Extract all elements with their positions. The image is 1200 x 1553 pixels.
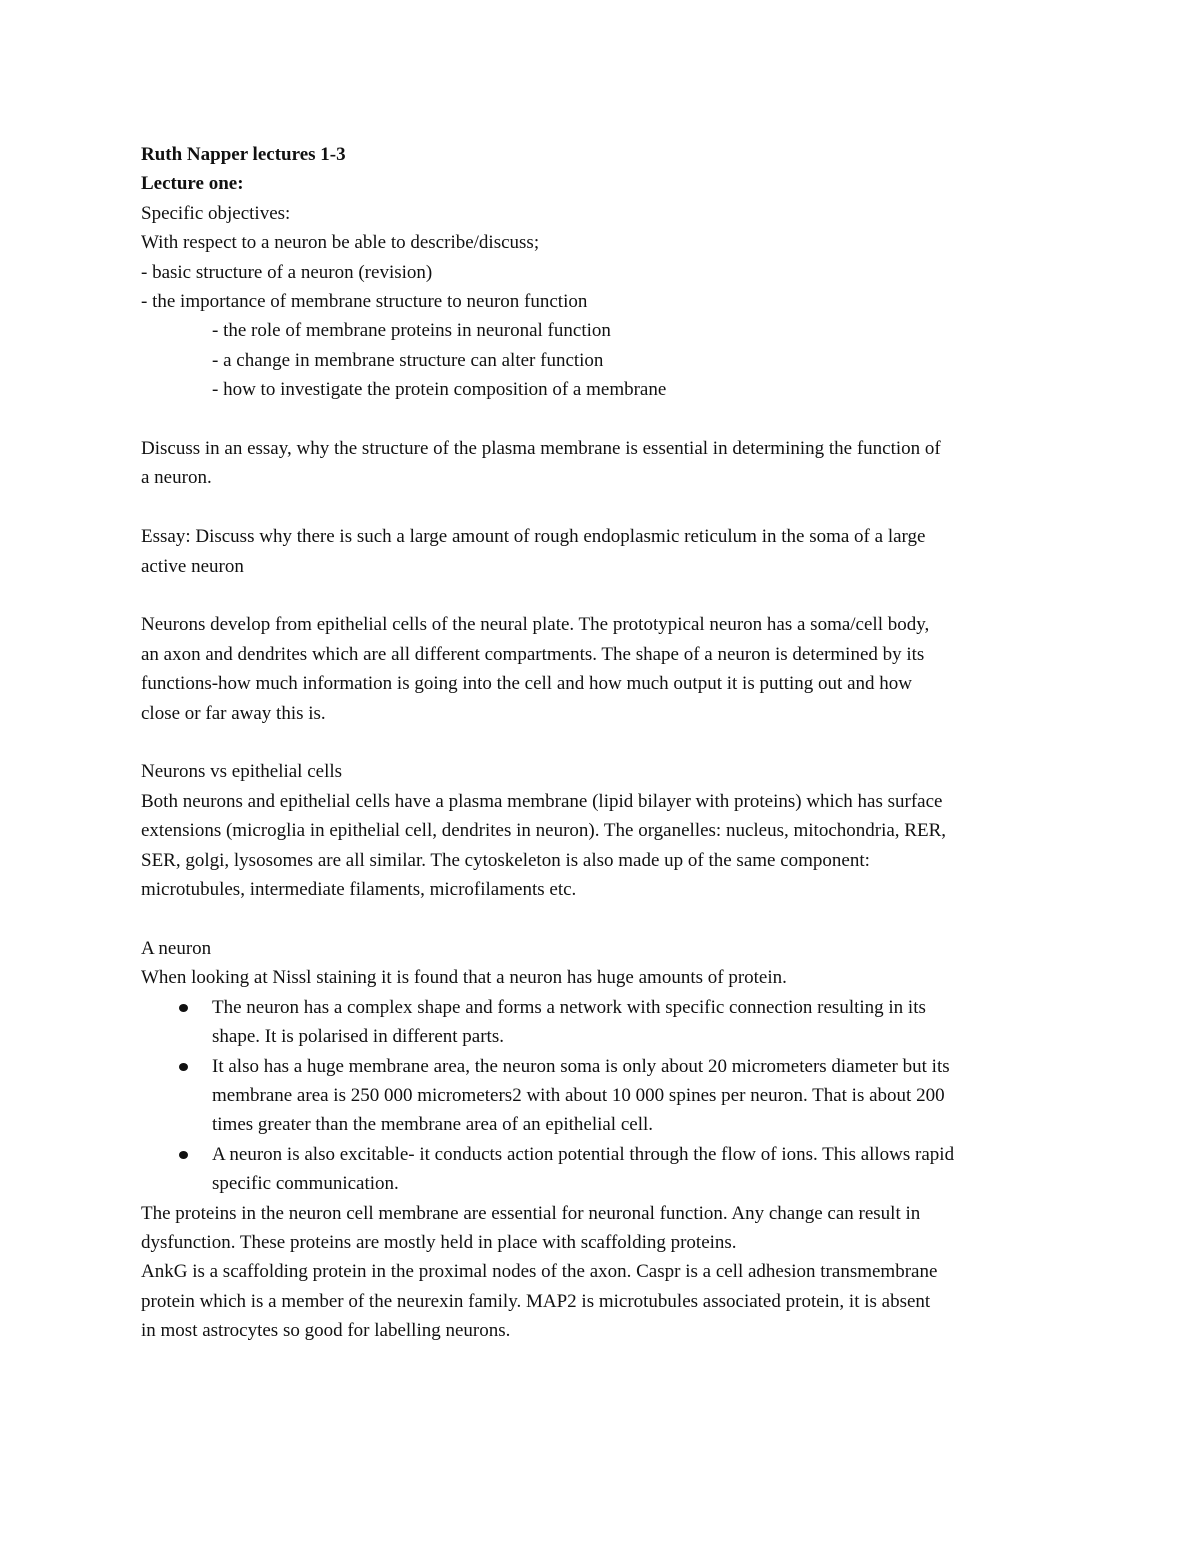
bullet-line: times greater than the membrane area of an epithelial cell. [212,1114,654,1136]
objectives-intro: With respect to a neuron be able to describe/discuss; [141,232,540,254]
paragraph-line: extensions (microglia in epithelial cell, dendrites in neuron). The organelles: nucleus, mitochondria, RER, [141,820,947,842]
objective-item: - the importance of membrane structure to neuron function [141,291,588,313]
paragraph-line: close or far away this is. [141,702,326,724]
spacer [141,493,1061,522]
essay-question-two [141,522,1061,581]
bullet-icon [179,1063,188,1071]
paragraph-line: in most astrocytes so good for labelling neurons. [141,1320,511,1342]
objective-item: - basic structure of a neuron (revision) [141,261,433,283]
bullet-line: shape. It is polarised in different parts. [212,1026,504,1048]
paragraph-line: protein which is a member of the neurexin family. MAP2 is microtubules associated protein, it is absent [141,1290,931,1312]
neuron-intro: When looking at Nissl staining it is found that a neuron has huge amounts of protein. [141,967,787,989]
spacer [141,728,1061,757]
closing-paragraph [141,1199,1061,1346]
comparison-paragraph [141,787,1061,905]
bullet-line: The neuron has a complex shape and forms a network with specific connection resulting in its [212,996,926,1018]
objective-subitem: - how to investigate the protein composition of a membrane [212,379,667,401]
neuron-heading: A neuron [141,937,212,959]
paragraph-line: The proteins in the neuron cell membrane are essential for neuronal function. Any change can result in [141,1202,921,1224]
paragraph-line: Neurons develop from epithelial cells of the neural plate. The prototypical neuron has a soma/cell body, [141,614,930,636]
objective-subitem: - the role of membrane proteins in neuronal function [212,320,611,342]
development-paragraph [141,610,1061,728]
bullet-line: specific communication. [212,1173,399,1195]
paragraph-line: microtubules, intermediate filaments, microfilaments etc. [141,879,577,901]
paragraph-line: a neuron. [141,467,212,489]
paragraph-line: Discuss in an essay, why the structure of the plasma membrane is essential in determining the function of [141,438,941,460]
document-title: Ruth Napper lectures 1-3 [141,144,346,165]
bullet-list [141,993,1061,1199]
spacer [141,405,1061,434]
essay-question-one [141,434,1061,493]
objective-subitem: - a change in membrane structure can alter function [212,349,604,371]
bullet-item [141,1052,1061,1140]
bullet-line: A neuron is also excitable- it conducts action potential through the flow of ions. This allows rapid [212,1143,955,1165]
spacer [141,905,1061,934]
bullet-icon [179,1151,188,1159]
lecture-heading: Lecture one: [141,173,244,195]
paragraph-line: Essay: Discuss why there is such a large amount of rough endoplasmic reticulum in the soma of a large [141,526,926,548]
spacer [141,581,1061,610]
bullet-item [141,1140,1061,1199]
paragraph-line: an axon and dendrites which are all different compartments. The shape of a neuron is determined by its [141,643,925,665]
bullet-line: It also has a huge membrane area, the neuron soma is only about 20 micrometers diameter but its [212,1055,950,1077]
bullet-item [141,993,1061,1052]
paragraph-line: SER, golgi, lysosomes are all similar. The cytoskeleton is also made up of the same component: [141,849,870,871]
objectives-heading: Specific objectives: [141,202,291,224]
comparison-heading: Neurons vs epithelial cells [141,761,343,783]
paragraph-line: AnkG is a scaffolding protein in the proximal nodes of the axon. Caspr is a cell adhesion transmembrane [141,1261,938,1283]
paragraph-line: dysfunction. These proteins are mostly held in place with scaffolding proteins. [141,1231,737,1253]
bullet-line: membrane area is 250 000 micrometers2 with about 10 000 spines per neuron. That is about 200 [212,1084,945,1106]
document-page [141,140,1061,1346]
paragraph-line: functions-how much information is going into the cell and how much output it is putting out and how [141,673,912,695]
bullet-icon [179,1004,188,1012]
paragraph-line: Both neurons and epithelial cells have a plasma membrane (lipid bilayer with proteins) which has surface [141,790,943,812]
paragraph-line: active neuron [141,555,244,577]
